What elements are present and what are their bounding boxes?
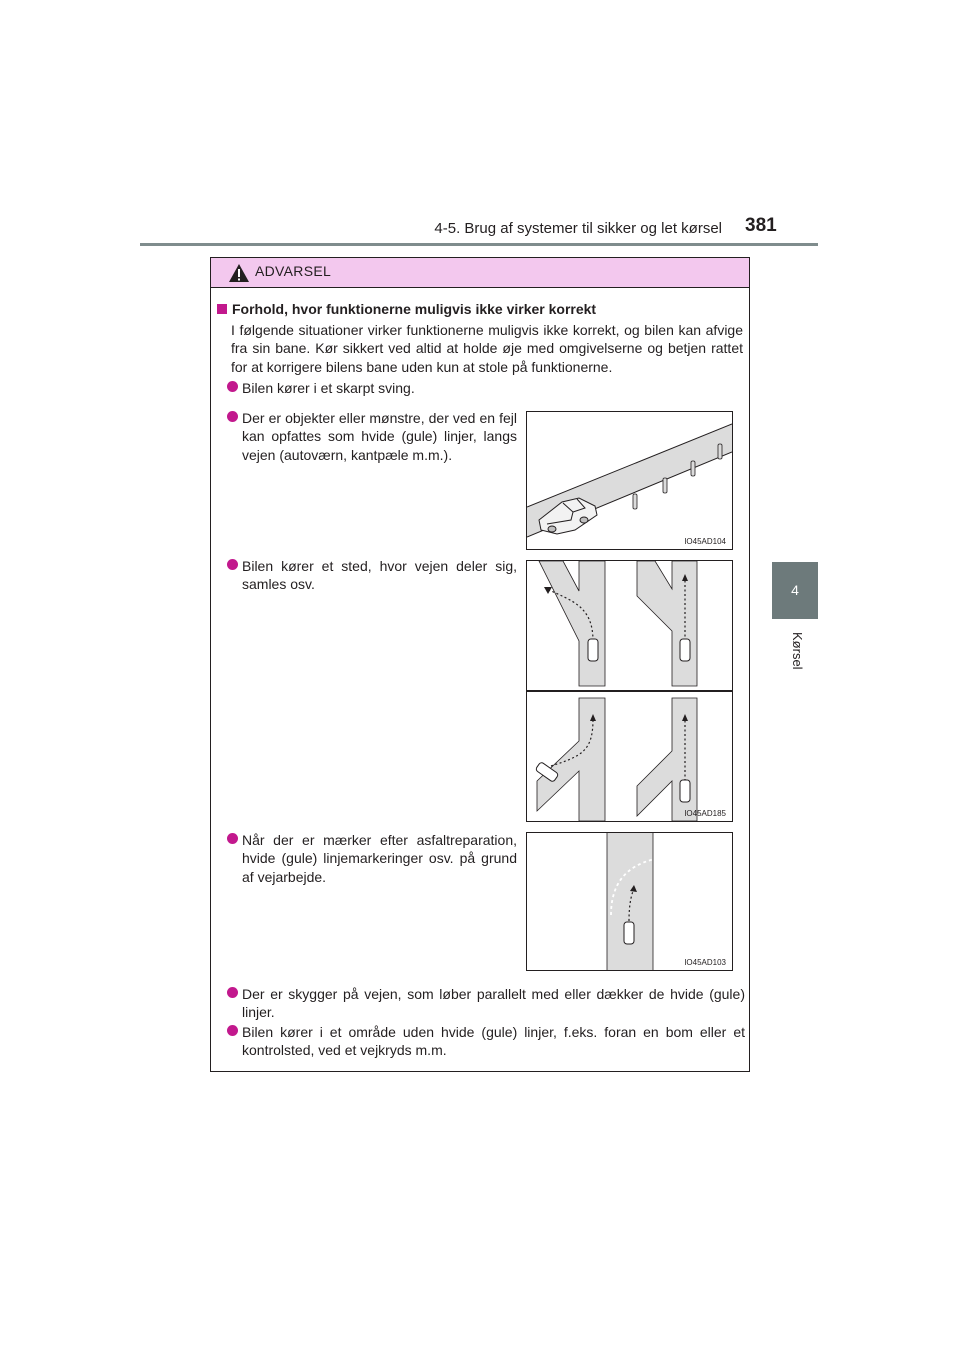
- list-item: Når der er mærker efter asfaltreparation, hvide (gule) linjemarkeringer osv. på grund af vejarbejde.: [227, 831, 517, 886]
- figure-code: IO45AD185: [684, 809, 726, 818]
- chapter-label: Kørsel: [790, 632, 805, 670]
- road-posts-illustration: [527, 412, 732, 549]
- bullet-dot-icon: [227, 987, 238, 998]
- road-split-illustration: [527, 561, 732, 821]
- page-number: 381: [745, 215, 777, 236]
- figure-road-split-merge: [526, 560, 733, 822]
- list-item: Bilen kører et sted, hvor vejen deler sig, samles osv.: [227, 557, 517, 594]
- figure-code: IO45AD103: [684, 958, 726, 967]
- warning-heading: [217, 301, 596, 317]
- list-item: Bilen kører i et område uden hvide (gule) linjer, f.eks. foran en bom eller et kontrolsted, ved et vejkryds m.m.: [227, 1023, 745, 1060]
- bullet-dot-icon: [227, 833, 238, 844]
- bullet-dot-icon: [227, 381, 238, 392]
- list-item: Der er skygger på vejen, som løber parallelt med eller dækker de hvide (gule) linjer.: [227, 985, 745, 1022]
- header-rule: [140, 243, 818, 246]
- warning-header: [211, 258, 749, 288]
- bullet-dot-icon: [227, 1025, 238, 1036]
- list-item: Der er objekter eller mønstre, der ved en fejl kan opfattes som hvide (gule) linjer, langs vejen (autoværn, kantpæle m.m.).: [227, 409, 517, 464]
- bullet-dot-icon: [227, 559, 238, 570]
- figure-code: IO45AD104: [684, 537, 726, 546]
- warning-heading-text: Forhold, hvor funktionerne muligvis ikke virker korrekt: [232, 301, 597, 317]
- bullet-dot-icon: [227, 411, 238, 422]
- figure-road-repair-marks: [526, 832, 733, 971]
- page-header: [0, 0, 960, 250]
- warning-triangle-icon: [228, 263, 250, 283]
- list-item: Bilen kører i et skarpt sving.: [227, 379, 737, 397]
- figure-roadside-posts: [526, 411, 733, 550]
- warning-label: ADVARSEL: [255, 263, 332, 279]
- section-title: 4-5. Brug af systemer til sikker og let kørsel: [434, 220, 722, 237]
- warning-intro: I følgende situationer virker funktionerne muligvis ikke korrekt, og bilen kan afvige fra sin bane. Kør sikkert ved altid at holde øje med omgivelserne og betjen rattet for at korrigere bilens bane uden kun at stole på funktionerne.: [231, 322, 743, 375]
- warning-box: [210, 257, 750, 1072]
- square-bullet-icon: [217, 304, 227, 314]
- chapter-tab: 4: [772, 562, 818, 619]
- road-repair-illustration: [527, 833, 732, 970]
